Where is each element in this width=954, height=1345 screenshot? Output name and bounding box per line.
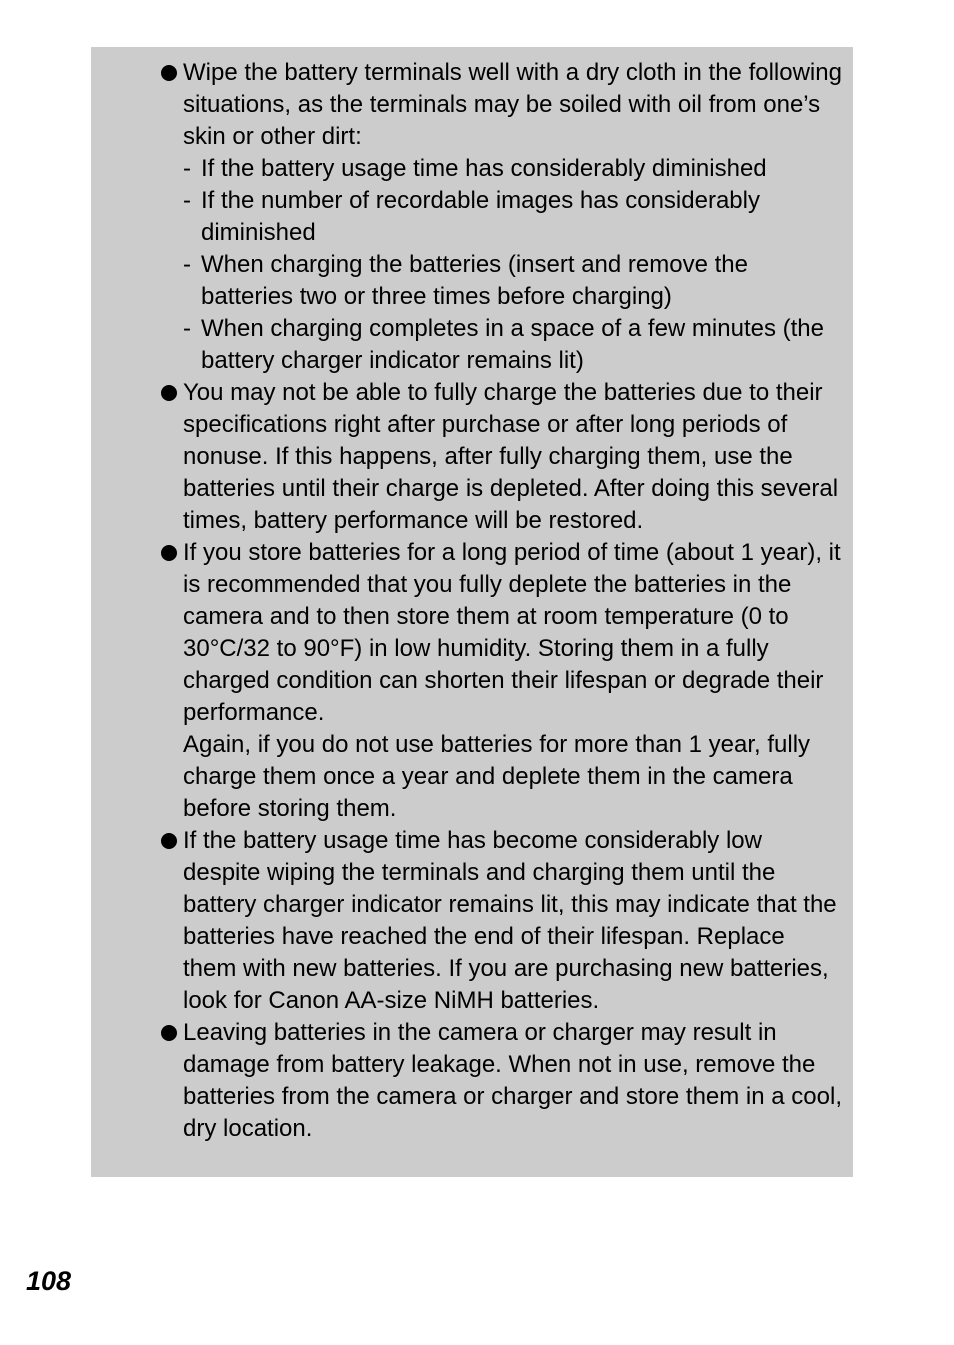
bullet-extra-text: Again, if you do not use batteries for more than 1 year, fully charge them once a year and deplete them in the camera before storing them. <box>183 731 811 822</box>
bullet-item-initial-charge <box>183 377 843 537</box>
sub-item-text: If the number of recordable images has considerably diminished <box>201 187 760 246</box>
sub-item <box>183 313 843 377</box>
bullet-text: If the battery usage time has become considerably low despite wiping the terminals and charging them until the battery charger indicator remains lit, this may indicate that the batteries have reached the end of their lifespan. Replace them with new batteries. If you are purchasing new batteries, look for Canon AA-size NiMH batteries. <box>183 827 837 1014</box>
dash-icon: - <box>183 187 191 214</box>
bullet-dot-icon <box>161 833 177 849</box>
bullet-text: If you store batteries for a long period of time (about 1 year), it is recommended that you fully deplete the batteries in the camera and to then store them at room temperature (0 to 30°C/32 to 90°F) in low humidity. Storing them in a fully charged condition can shorten their lifespan or degrade their performance. <box>183 539 841 726</box>
bullet-item-lifespan <box>183 825 843 1017</box>
sub-item-text: When charging completes in a space of a few minutes (the battery charger indicator remains lit) <box>201 315 824 374</box>
sub-item <box>183 249 843 313</box>
bullet-item-terminals <box>183 57 843 377</box>
bullet-list <box>183 57 843 1145</box>
bullet-text: Leaving batteries in the camera or charger may result in damage from battery leakage. When not in use, remove the batteries from the camera or charger and store them in a cool, dry location. <box>183 1019 842 1142</box>
dash-icon: - <box>183 315 191 342</box>
dash-icon: - <box>183 251 191 278</box>
sub-item <box>183 153 843 185</box>
bullet-dot-icon <box>161 385 177 401</box>
bullet-text: Wipe the battery terminals well with a dry cloth in the following situations, as the terminals may be soiled with oil from one’s skin or other dirt: <box>183 59 842 150</box>
sub-item <box>183 185 843 249</box>
bullet-dot-icon <box>161 65 177 81</box>
note-box <box>91 47 853 1177</box>
sub-item-text: If the battery usage time has considerably diminished <box>201 155 767 182</box>
dash-icon: - <box>183 155 191 182</box>
bullet-dot-icon <box>161 545 177 561</box>
sub-list <box>183 153 843 377</box>
bullet-item-storage <box>183 537 843 825</box>
sub-item-text: When charging the batteries (insert and remove the batteries two or three times before charging) <box>201 251 748 310</box>
page-number: 108 <box>26 1266 72 1296</box>
bullet-dot-icon <box>161 1025 177 1041</box>
bullet-item-leakage <box>183 1017 843 1145</box>
bullet-text: You may not be able to fully charge the batteries due to their specifications right after purchase or after long periods of nonuse. If this happens, after fully charging them, use the batteries until their charge is depleted. After doing this several times, battery performance will be restored. <box>183 379 839 534</box>
